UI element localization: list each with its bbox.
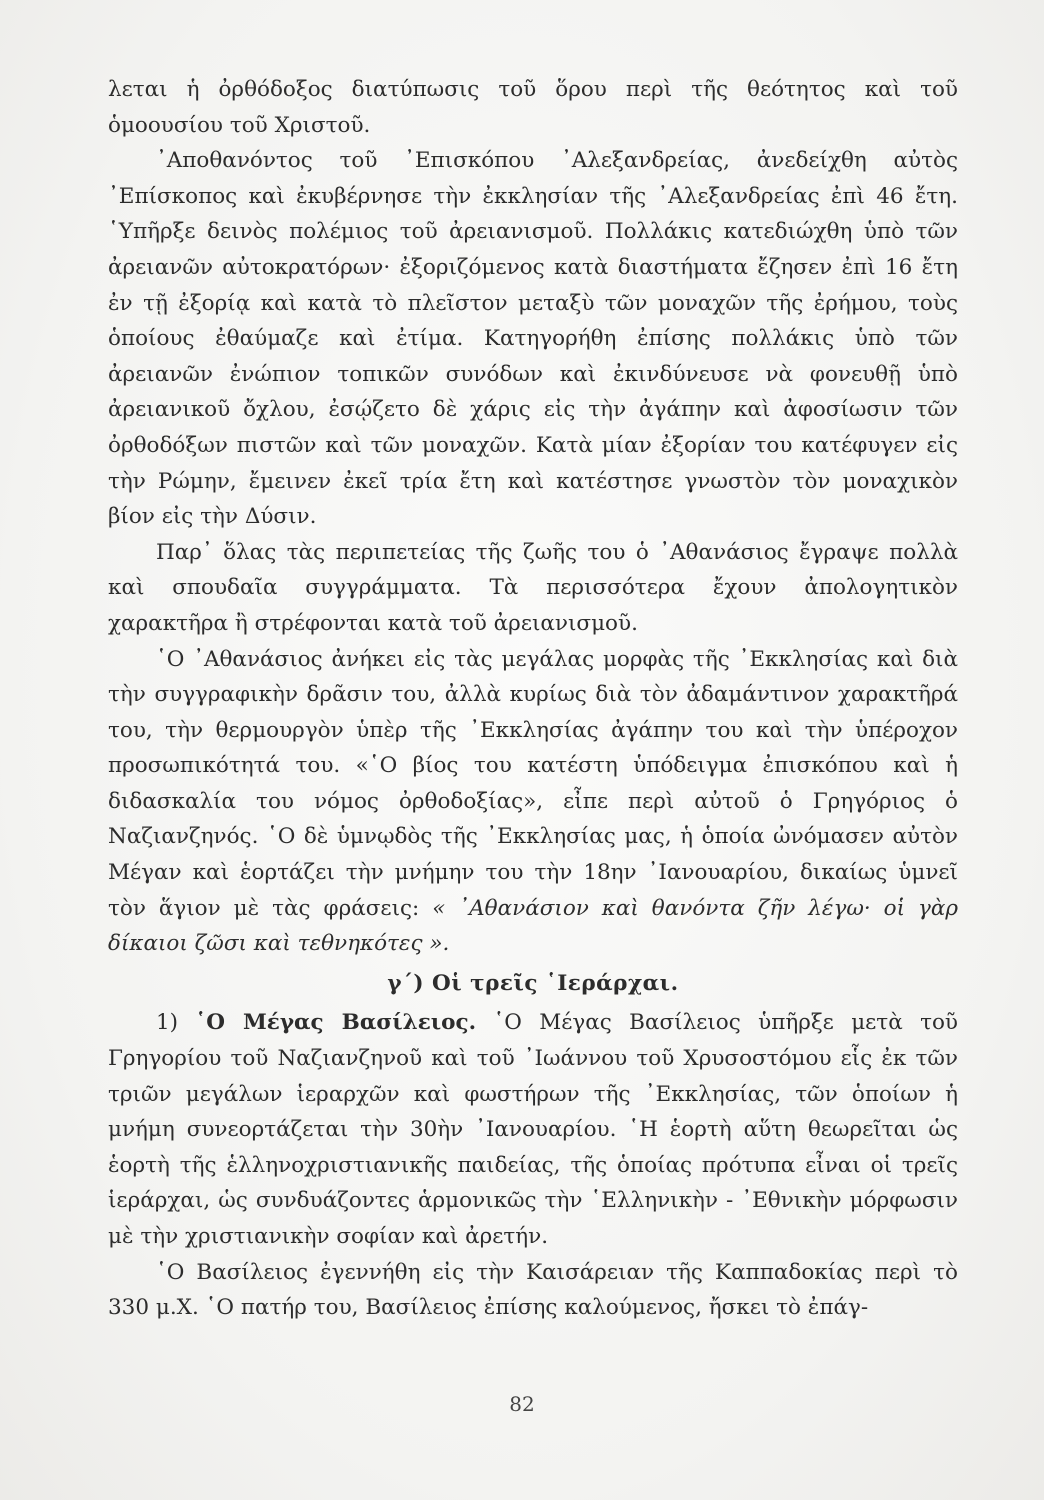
paragraph-basil-intro (108, 1005, 958, 1254)
hymn-quote: « ᾿Αθανάσιον καὶ θανόντα ζῆν λέγω· οἱ γὰρ δίκαιοι ζῶσι καὶ τεθνηκότες ». (108, 895, 958, 957)
paragraph-continuation: λεται ἡ ὀρθόδοξος διατύπωσις τοῦ ὅρου περὶ τῆς θεότητος καὶ τοῦ ὁμοουσίου τοῦ Χριστοῦ. (108, 77, 958, 138)
paragraph-athanasius-legacy (108, 642, 958, 962)
body-text (108, 72, 958, 1326)
legacy-text: ῾Ο ᾿Αθανάσιος ἀνήκει εἰς τὰς μεγάλας μορφὰς τῆς ᾿Εκκλησίας καὶ διὰ τὴν συγγραφικὴν δρᾶσιν του, ἀλλὰ κυρίως διὰ τὸν ἀδαμάντινον χαρακτῆρά του, τὴν θερμουργὸν ὑπὲρ τῆς ᾿Εκκλησίας ἀγάπην του καὶ τὴν ὑπέροχον προσωπικότητά του. «῾Ο βίος του κατέστη ὑπόδειγμα ἐπισκόπου καὶ ἡ διδασκαλία του νόμος ὀρθοδοξίας», εἶπε περὶ αὐτοῦ ὁ Γρηγόριος ὁ Ναζιανζηνός. ῾Ο δὲ ὑμνῳδὸς τῆς ᾿Εκκλησίας μας, ἡ ὁποία ὠνόμασεν αὐτὸν Μέγαν καὶ ἑορτάζει τὴν μνήμην του τὴν 18ην ᾿Ιανουαρίου, δικαίως ὑμνεῖ τὸν ἅγιον μὲ τὰς φράσεις: (108, 646, 958, 921)
item-number: 1) (156, 1010, 179, 1036)
paragraph-athanasius-bishop: ᾿Αποθανόντος τοῦ ᾿Επισκόπου ᾿Αλεξανδρείας, ἀνεδείχθη αὐτὸς ᾿Επίσκοπος καὶ ἐκυβέρνησε τὴν ἐκκλησίαν τῆς ᾿Αλεξανδρείας ἐπὶ 46 ἔτη. ῾Υπῆρξε δεινὸς πολέμιος τοῦ ἀρειανισμοῦ. Πολλάκις κατεδιώχθη ὑπὸ τῶν ἀρειανῶν αὐτοκρατόρων· ἐξοριζόμενος κατὰ διαστήματα ἔζησεν ἐπὶ 16 ἔτη ἐν τῇ ἐξορίᾳ καὶ κατὰ τὸ πλεῖστον μεταξὺ τῶν μοναχῶν τῆς ἐρήμου, τοὺς ὁποίους ἐθαύμαζε καὶ ἐτίμα. Κατηγορήθη ἐπίσης πολλάκις ὑπὸ τῶν ἀρειανῶν ἐνώπιον τοπικῶν συνόδων καὶ ἐκινδύνευσε νὰ φονευθῇ ὑπὸ ἀρειανικοῦ ὄχλου, ἐσῴζετο δὲ χάρις εἰς τὴν ἀγάπην καὶ ἀφοσίωσιν τῶν ὀρθοδόξων πιστῶν καὶ τῶν μοναχῶν. Κατὰ μίαν ἐξορίαν του κατέφυγεν εἰς τὴν Ρώμην, ἔμεινεν ἐκεῖ τρία ἔτη καὶ κατέστησε γνωστὸν τὸν μοναχικὸν βίον εἰς τὴν Δύσιν. (108, 148, 958, 530)
section-heading: γ΄) Οἱ τρεῖς ῾Ιεράρχαι. (387, 970, 679, 996)
basil-intro-text: ῾Ο Μέγας Βασίλειος ὑπῆρξε μετὰ τοῦ Γρηγορίου τοῦ Ναζιανζηνοῦ καὶ τοῦ ᾿Ιωάννου τοῦ Χρυσοστόμου εἷς ἐκ τῶν τριῶν μεγάλων ἱεραρχῶν καὶ φωστήρων τῆς ᾿Εκκλησίας, τῶν ὁποίων ἡ μνήμη συνεορτάζεται τὴν 30ὴν ᾿Ιανουαρίου. ῾Η ἑορτὴ αὕτη θεωρεῖται ὡς ἑορτὴ τῆς ἑλληνοχριστιανικῆς παιδείας, τῆς ὁποίας πρότυπα εἶναι οἱ τρεῖς ἱεράρχαι, ὡς συνδυάζοντες ἁρμονικῶς τὴν ῾Ελληνικὴν - ᾿Εθνικὴν μόρφωσιν μὲ τὴν χριστιανικὴν σοφίαν καὶ ἀρετήν. (108, 1010, 958, 1249)
item-title: ῾Ο Μέγας Βασίλειος. (195, 1010, 477, 1036)
paragraph-athanasius-writings: Παρ᾿ ὅλας τὰς περιπετείας τῆς ζωῆς του ὁ ᾿Αθανάσιος ἔγραψε πολλὰ καὶ σπουδαῖα συγγράμματα. Τὰ περισσότερα ἔχουν ἀπολογητικὸν χαρακτῆρα ἢ στρέφονται κατὰ τοῦ ἀρειανισμοῦ. (108, 539, 958, 636)
paragraph-basil-birth: ῾Ο Βασίλειος ἐγεννήθη εἰς τὴν Καισάρειαν τῆς Καππαδοκίας περὶ τὸ 330 μ.Χ. ῾Ο πατήρ του, Βασίλειος ἐπίσης καλούμενος, ἤσκει τὸ ἐπάγ- (108, 1259, 958, 1321)
page-number: 82 (509, 1392, 535, 1416)
